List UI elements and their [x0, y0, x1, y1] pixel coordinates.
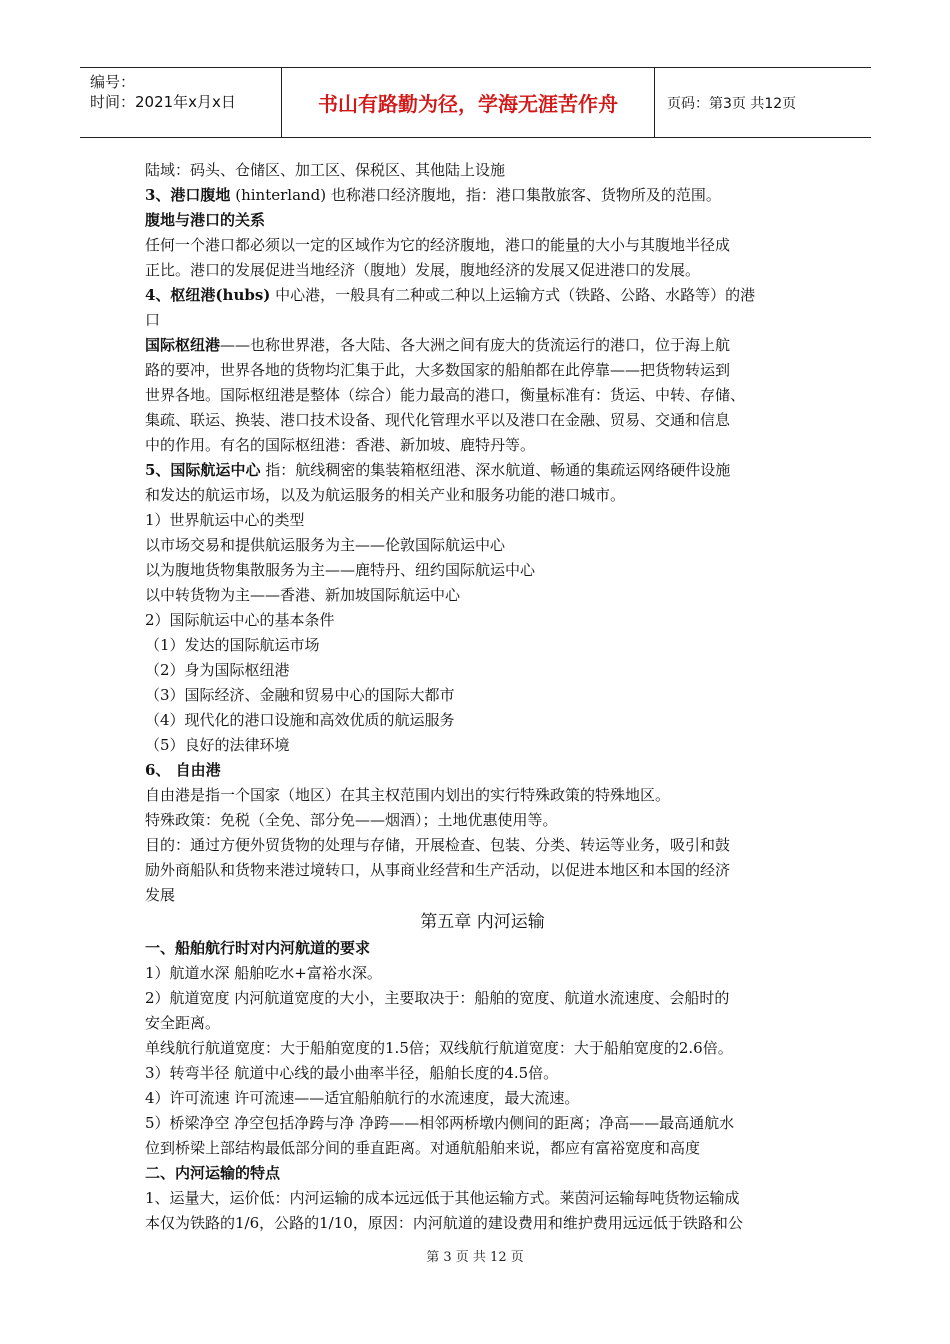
text-line [145, 333, 820, 358]
bold-heading: 5、国际航运中心 [145, 461, 261, 479]
text-line [145, 583, 820, 608]
line-text: 2）航道宽度 内河航道宽度的大小，主要取决于：船舶的宽度、航道水流速度、会船时的 [145, 989, 730, 1007]
text-line [145, 1136, 820, 1161]
number-label: 编号： [90, 73, 136, 91]
text-line [145, 783, 820, 808]
line-text: 安全距离。 [145, 1014, 221, 1032]
line-text: 任何一个港口都必须以一定的区域作为它的经济腹地，港口的能量的大小与其腹地半径成 [145, 236, 731, 254]
line-text: （2）身为国际枢纽港 [145, 661, 290, 679]
text-line [145, 883, 820, 908]
text-line [145, 936, 820, 961]
text-line [145, 508, 820, 533]
line-text: 中的作用。有名的国际枢纽港：香港、新加坡、鹿特丹等。 [145, 436, 536, 454]
text-line [145, 1036, 820, 1061]
chapter-title: 第五章 内河运输 [420, 912, 545, 932]
text-line [145, 683, 820, 708]
text-line [145, 608, 820, 633]
text-line [145, 1061, 820, 1086]
section-inland-waterway [145, 936, 820, 1236]
line-text: 自由港是指一个国家（地区）在其主权范围内划出的实行特殊政策的特殊地区。 [145, 786, 671, 804]
text-line [145, 1111, 820, 1136]
header-motto: 书山有路勤为径，学海无涯苦作舟 [282, 68, 655, 137]
line-text: 中心港，一般具有二种或二种以上运输方式（铁路、公路、水路等）的港 [270, 286, 756, 304]
text-line [145, 533, 820, 558]
text-line [145, 986, 820, 1011]
text-line [145, 733, 820, 758]
date-label: 时间：2021年x月x日 [90, 93, 236, 111]
text-line [145, 758, 820, 783]
text-line [145, 383, 820, 408]
text-line [145, 658, 820, 683]
line-text: 位到桥梁上部结构最低部分间的垂直距离。对通航船舶来说，都应有富裕宽度和高度 [145, 1139, 701, 1157]
line-text: 口 [145, 311, 161, 329]
text-line [145, 708, 820, 733]
line-text: 2）国际航运中心的基本条件 [145, 611, 335, 629]
line-text: ——也称世界港，各大陆、各大洲之间有庞大的货流运行的港口，位于海上航 [220, 336, 731, 354]
section-ports [145, 158, 820, 908]
text-line [145, 1011, 820, 1036]
text-line [145, 183, 820, 208]
bold-heading: 一、船舶航行时对内河航道的要求 [145, 939, 371, 957]
text-line [145, 1086, 820, 1111]
text-line [145, 833, 820, 858]
text-line [145, 1186, 820, 1211]
text-line [145, 808, 820, 833]
text-line [145, 408, 820, 433]
text-line [145, 633, 820, 658]
line-text: 以为腹地货物集散服务为主——鹿特丹、纽约国际航运中心 [145, 561, 536, 579]
line-text: 陆域：码头、仓储区、加工区、保税区、其他陆上设施 [145, 161, 506, 179]
line-text: 1、运量大，运价低：内河运输的成本远远低于其他运输方式。莱茵河运输每吨货物运输成 [145, 1189, 740, 1207]
bold-heading: 国际枢纽港 [145, 336, 221, 354]
line-text: 4）许可流速 许可流速——适宜船舶航行的水流速度，最大流速。 [145, 1089, 580, 1107]
line-text: (hinterland) 也称港口经济腹地，指：港口集散旅客、货物所及的范围。 [230, 186, 721, 204]
text-line [145, 458, 820, 483]
line-text: 发展 [145, 886, 176, 904]
page-footer: 第 3 页 共 12 页 [426, 1250, 524, 1265]
line-text: 5）桥梁净空 净空包括净跨与净 净跨——相邻两桥墩内侧间的距离；净高——最高通航水 [145, 1114, 735, 1132]
bold-heading: 二、内河运输的特点 [145, 1164, 281, 1182]
line-text: 正比。港口的发展促进当地经济（腹地）发展，腹地经济的发展又促进港口的发展。 [145, 261, 701, 279]
line-text: （3）国际经济、金融和贸易中心的国际大都市 [145, 686, 455, 704]
line-text: 励外商船队和货物来港过境转口，从事商业经营和生产活动，以促进本地区和本国的经济 [145, 861, 731, 879]
line-text: 和发达的航运市场，以及为航运服务的相关产业和服务功能的港口城市。 [145, 486, 626, 504]
line-text: 1）航道水深 船舶吃水+富裕水深。 [145, 964, 382, 982]
line-text: 以市场交易和提供航运服务为主——伦敦国际航运中心 [145, 536, 506, 554]
text-line [145, 358, 820, 383]
text-line [145, 233, 820, 258]
text-line [145, 483, 820, 508]
text-line [145, 283, 820, 308]
line-text: （4）现代化的港口设施和高效优质的航运服务 [145, 711, 455, 729]
line-text: 单线航行航道宽度：大于船舶宽度的1.5倍；双线航行航道宽度：大于船舶宽度的2.6倍。 [145, 1039, 733, 1057]
line-text: 本仅为铁路的1/6，公路的1/10，原因：内河航道的建设费用和维护费用远远低于铁路和公 [145, 1214, 743, 1232]
line-text: （1）发达的国际航运市场 [145, 636, 320, 654]
text-line [145, 258, 820, 283]
line-text: 路的要冲，世界各地的货物均汇集于此，大多数国家的船舶都在此停靠——把货物转运到 [145, 361, 731, 379]
line-text: 3）转弯半径 航道中心线的最小曲率半径，船舶长度的4.5倍。 [145, 1064, 559, 1082]
line-text: 目的：通过方便外贸货物的处理与存储，开展检查、包装、分类、转运等业务，吸引和鼓 [145, 836, 731, 854]
text-line [145, 208, 820, 233]
page-header [80, 67, 871, 138]
text-line [145, 558, 820, 583]
line-text: 集疏、联运、换装、港口技术设备、现代化管理水平以及港口在金融、贸易、交通和信息 [145, 411, 731, 429]
line-text: （5）良好的法律环境 [145, 736, 290, 754]
text-line [145, 1161, 820, 1186]
line-text: 特殊政策：免税（全免、部分免——烟酒）；土地优惠使用等。 [145, 811, 558, 829]
line-text: 1）世界航运中心的类型 [145, 511, 305, 529]
bold-heading: 腹地与港口的关系 [145, 211, 266, 229]
text-line [145, 433, 820, 458]
document-body [145, 158, 820, 1236]
bold-heading: 3、港口腹地 [145, 186, 231, 204]
text-line [145, 308, 820, 333]
header-page-info: 页码：第3页 共12页 [667, 95, 797, 112]
bold-heading: 6、 自由港 [145, 761, 221, 779]
bold-heading: 4、枢纽港(hubs) [145, 286, 271, 304]
line-text: 以中转货物为主——香港、新加坡国际航运中心 [145, 586, 461, 604]
text-line [145, 1211, 820, 1236]
text-line [145, 961, 820, 986]
line-text: 指：航线稠密的集装箱枢纽港、深水航道、畅通的集疏运网络硬件设施 [260, 461, 731, 479]
text-line [145, 158, 820, 183]
line-text: 世界各地。国际枢纽港是整体（综合）能力最高的港口，衡量标准有：货运、中转、存储、 [145, 386, 746, 404]
text-line [145, 858, 820, 883]
header-meta [80, 68, 282, 137]
